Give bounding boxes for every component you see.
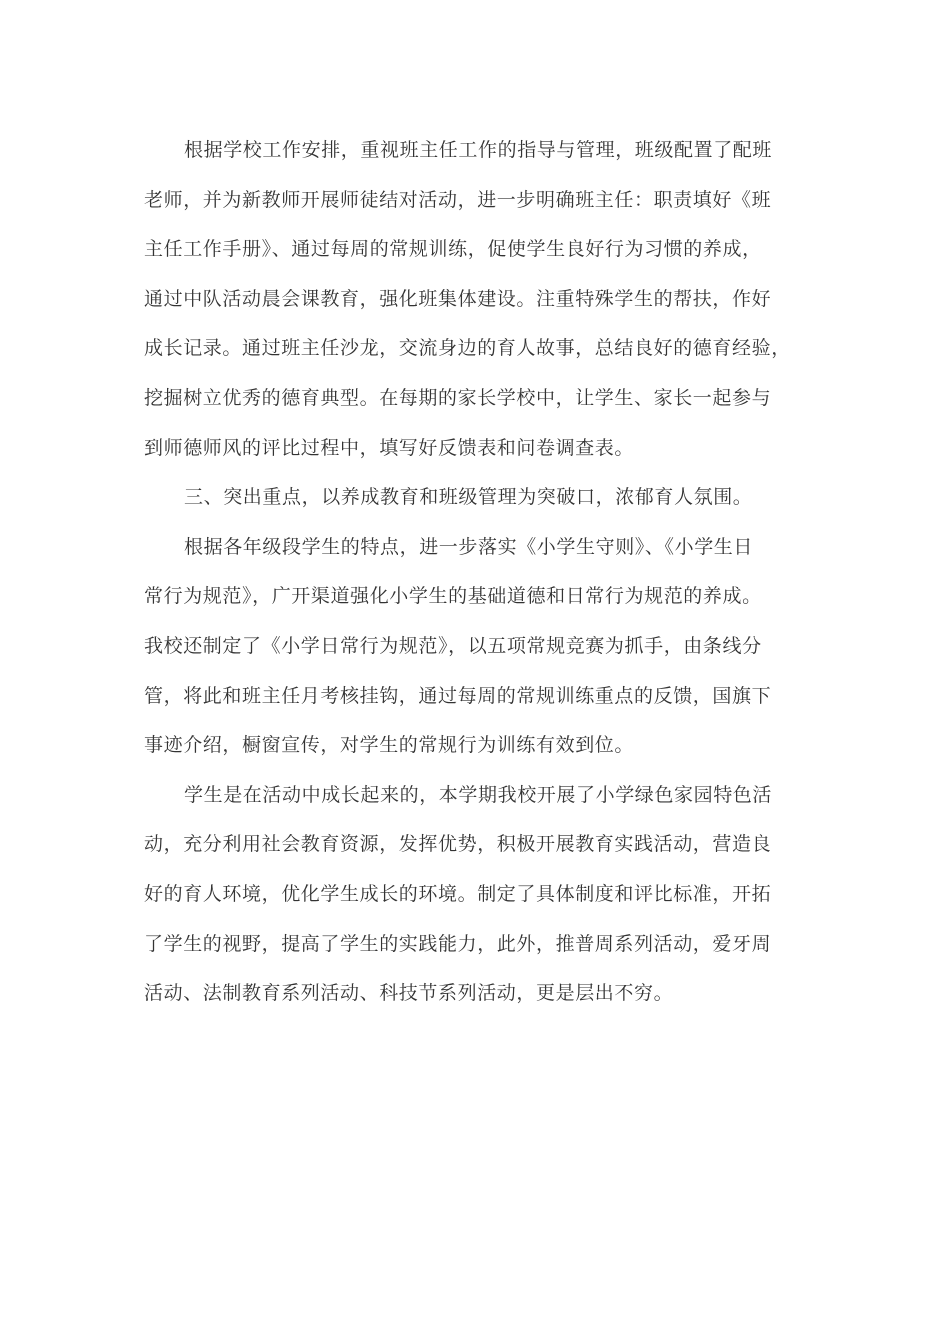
text-line: 老师，并为新教师开展师徒结对活动，进一步明确班主任：职责填好《班 bbox=[144, 188, 772, 211]
section-heading: 三、突出重点，以养成教育和班级管理为突破口，浓郁育人氛围。 bbox=[184, 486, 753, 509]
text-line: 常行为规范》，广开渠道强化小学生的基础道德和日常行为规范的养成。 bbox=[144, 585, 762, 608]
text-line: 根据各年级段学生的特点，进一步落实《小学生守则》、《小学生日 bbox=[184, 535, 754, 558]
text-line: 成长记录。通过班主任沙龙，交流身边的育人故事，总结良好的德育经验， bbox=[144, 337, 791, 360]
document-body bbox=[144, 126, 812, 1019]
text-line: 事迹介绍，橱窗宣传，对学生的常规行为训练有效到位。 bbox=[144, 734, 635, 757]
text-line: 动，充分利用社会教育资源，发挥优势，积极开展教育实践活动，营造良 bbox=[144, 833, 772, 856]
text-line: 主任工作手册》、通过每周的常规训练，促使学生良好行为习惯的养成， bbox=[144, 238, 762, 261]
text-line: 好的育人环境，优化学生成长的环境。制定了具体制度和评比标准，开拓 bbox=[144, 882, 772, 905]
text-line: 挖掘树立优秀的德育典型。在每期的家长学校中，让学生、家长一起参与 bbox=[144, 386, 772, 409]
text-line: 我校还制定了《小学日常行为规范》，以五项常规竞赛为抓手，由条线分 bbox=[144, 634, 762, 657]
text-line: 管，将此和班主任月考核挂钩，通过每周的常规训练重点的反馈，国旗下 bbox=[144, 684, 772, 707]
text-line: 根据学校工作安排，重视班主任工作的指导与管理，班级配置了配班 bbox=[184, 139, 773, 161]
text-line: 到师德师风的评比过程中，填写好反馈表和问卷调查表。 bbox=[144, 436, 635, 459]
text-line: 活动、法制教育系列活动、科技节系列活动，更是层出不穷。 bbox=[144, 982, 674, 1005]
text-line: 通过中队活动晨会课教育，强化班集体建设。注重特殊学生的帮扶，作好 bbox=[144, 287, 772, 310]
text-line: 学生是在活动中成长起来的，本学期我校开展了小学绿色家园特色活 bbox=[184, 783, 773, 806]
text-line: 了学生的视野，提高了学生的实践能力，此外，推普周系列活动，爱牙周 bbox=[144, 932, 772, 955]
